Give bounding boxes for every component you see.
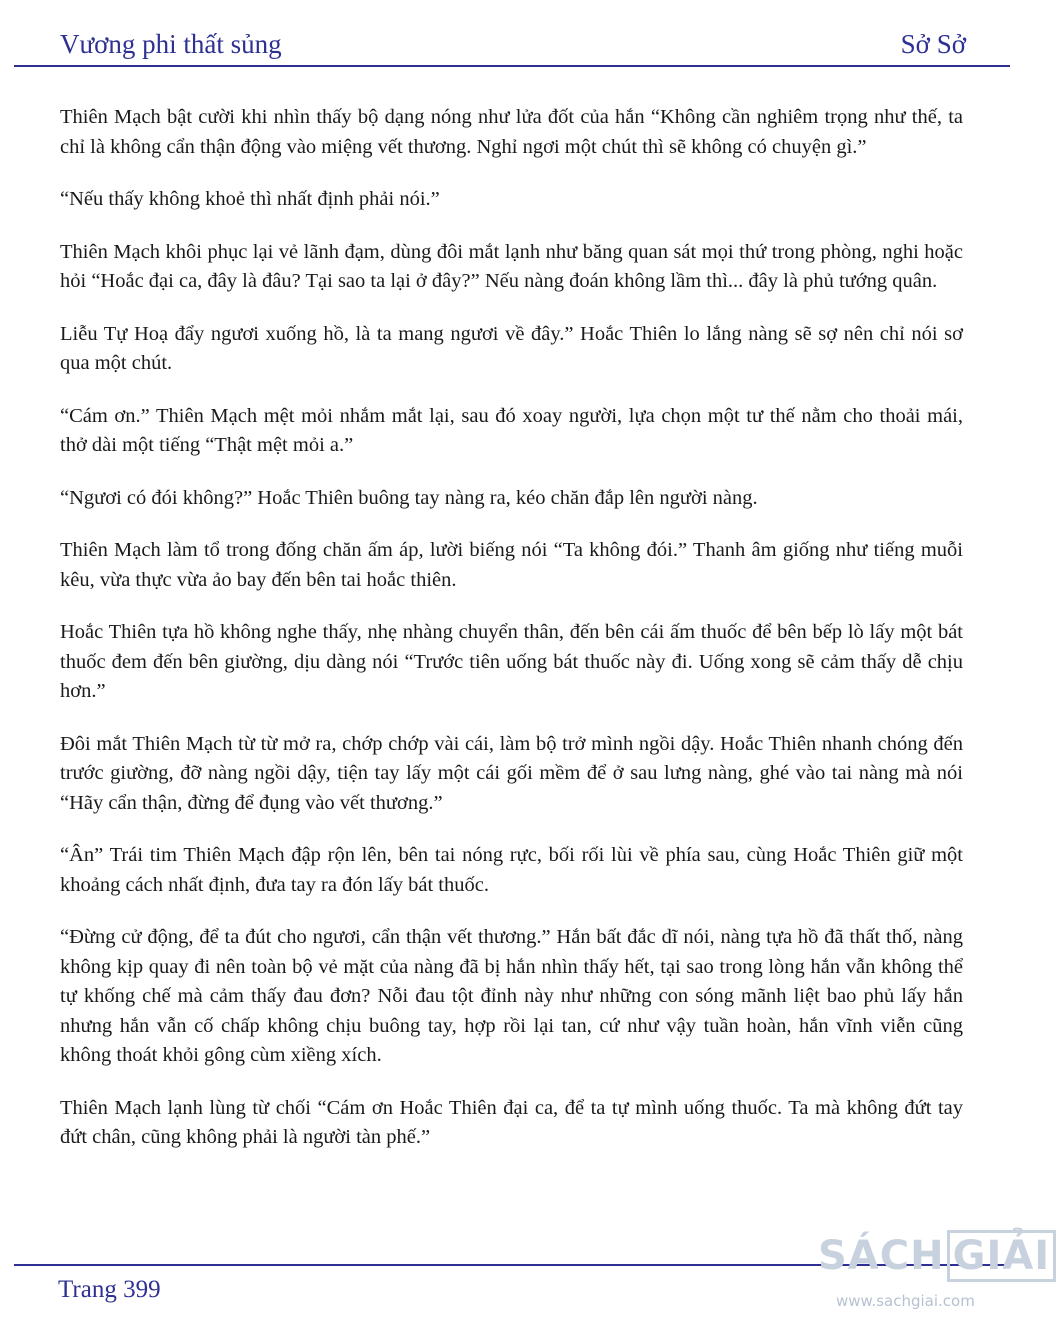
- watermark-logo: [818, 1222, 1051, 1322]
- page-body: [60, 103, 963, 1176]
- paragraph: Hoắc Thiên tựa hồ không nghe thấy, nhẹ nhàng chuyển thân, đến bên cái ấm thuốc để bên bếp lò lấy một bát thuốc đem đến bên giường, dịu dàng nói “Trước tiên uống bát thuốc này đi. Uống xong sẽ cảm thấy dễ chịu hơn.”: [60, 621, 963, 702]
- header-divider: [14, 65, 1010, 67]
- watermark-word-left: SÁCH: [818, 1233, 945, 1279]
- paragraph: “Đừng cử động, để ta đút cho ngươi, cẩn thận vết thương.” Hắn bất đắc dĩ nói, nàng tựa hồ đã thất thố, nàng không kịp quay đi nên toàn bộ vẻ mặt của nàng đã bị hắn nhìn thấy hết, tại sao trong lòng hắn vẫn không thể tự khống chế mà cảm thấy đau đơn? Nỗi đau tột đỉnh này như những con sóng mãnh liệt bao phủ lấy hắn nhưng hắn vẫn cố chấp không chịu buông tay, hợp rồi lại tan, cứ như vậy tuần hoàn, hắn vĩnh viễn cũng không thoát khỏi gông cùm xiềng xích.: [60, 926, 963, 1066]
- paragraph: “Nếu thấy không khoẻ thì nhất định phải nói.”: [60, 188, 440, 210]
- footer-divider: [14, 1264, 1010, 1266]
- watermark-url: www.sachgiai.com: [836, 1292, 975, 1310]
- paragraph: Đôi mắt Thiên Mạch từ từ mở ra, chớp chớp vài cái, làm bộ trở mình ngồi dậy. Hoắc Thiên nhanh chóng đến trước giường, đỡ nàng ngồi dậy, tiện tay lấy một cái gối mềm để ở sau lưng nàng, ghé vào tai nàng mà nói “Hãy cẩn thận, đừng để đụng vào vết thương.”: [60, 732, 963, 814]
- paragraph: Liễu Tự Hoạ đẩy ngươi xuống hồ, là ta mang ngươi về đây.” Hoắc Thiên lo lắng nàng sẽ sợ nên chỉ nói sơ qua một chút.: [60, 322, 963, 374]
- page-header: [60, 22, 966, 62]
- paragraph: “Ngươi có đói không?” Hoắc Thiên buông tay nàng ra, kéo chăn đắp lên người nàng.: [60, 486, 758, 509]
- watermark-wordmark: [818, 1230, 1056, 1282]
- paragraph: Thiên Mạch làm tổ trong đống chăn ấm áp, lười biếng nói “Ta không đói.” Thanh âm giống như tiếng muỗi kêu, vừa thực vừa ảo bay đến bên tai hoắc thiên.: [60, 539, 963, 591]
- page-number: Trang 399: [58, 1276, 161, 1303]
- paragraph: “Ân” Trái tim Thiên Mạch đập rộn lên, bên tai nóng rực, bối rối lùi về phía sau, cùng Hoắc Thiên giữ một khoảng cách nhất định, đưa tay ra đón lấy bát thuốc.: [60, 844, 963, 896]
- book-title: Vương phi thất sủng: [60, 29, 282, 59]
- paragraph: Thiên Mạch khôi phục lại vẻ lãnh đạm, dùng đôi mắt lạnh như băng quan sát mọi thứ trong phòng, nghi hoặc hỏi “Hoắc đại ca, đây là đâu? Tại sao ta lại ở đây?” Nếu nàng đoán không lầm thì... đây là phủ tướng quân.: [60, 240, 963, 292]
- book-author: Sở Sở: [900, 29, 966, 59]
- paragraph: Thiên Mạch lạnh lùng từ chối “Cám ơn Hoắc Thiên đại ca, để ta tự mình uống thuốc. Ta mà không đứt tay đứt chân, cũng không phải là người tàn phế.”: [60, 1096, 963, 1148]
- watermark-word-boxed: GIẢI: [947, 1230, 1056, 1282]
- paragraph: “Cám ơn.” Thiên Mạch mệt mỏi nhắm mắt lại, sau đó xoay người, lựa chọn một tư thế nằm cho thoải mái, thở dài một tiếng “Thật mệt mỏi a.”: [60, 404, 963, 456]
- paragraph: Thiên Mạch bật cười khi nhìn thấy bộ dạng nóng như lửa đốt của hắn “Không cần nghiêm trọng như thế, ta chỉ là không cẩn thận động vào miệng vết thương. Nghỉ ngơi một chút thì sẽ không có chuyện gì.”: [60, 106, 963, 158]
